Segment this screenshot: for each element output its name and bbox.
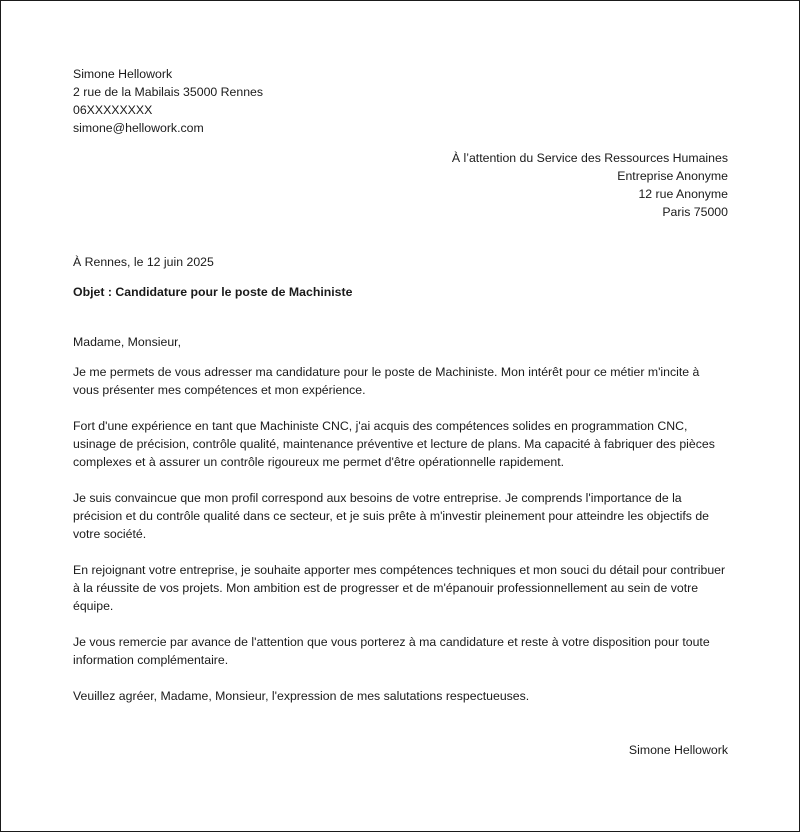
- recipient-block: [73, 149, 728, 221]
- closing-line: Veuillez agréer, Madame, Monsieur, l'expression de mes salutations respectueuses.: [73, 689, 530, 703]
- letter-body: [73, 65, 728, 759]
- sender-block: [73, 65, 728, 137]
- sender-address: 2 rue de la Mabilais 35000 Rennes: [73, 85, 264, 99]
- paragraph: Fort d'une expérience en tant que Machiniste CNC, j'ai acquis des compétences solides en programmation CNC, usinage de précision, contrôle qualité, maintenance préventive et lecture de plans. Ma capacité à fabriquer des pièces complexes et à assurer un contrôle rigoureux me permet d'être opérationnelle rapidement.: [73, 419, 715, 469]
- subject-line: Objet : Candidature pour le poste de Machiniste: [73, 285, 353, 299]
- recipient-city: Paris 75000: [662, 205, 728, 219]
- date-line: À Rennes, le 12 juin 2025: [73, 255, 214, 269]
- greeting: Madame, Monsieur,: [73, 335, 181, 349]
- signature: Simone Hellowork: [628, 743, 728, 757]
- paragraph: Je me permets de vous adresser ma candidature pour le poste de Machiniste. Mon intérêt pour ce métier m'incite à vous présenter mes compétences et mon expérience.: [73, 365, 700, 397]
- sender-name: Simone Hellowork: [73, 67, 173, 81]
- paragraph: Je suis convaincue que mon profil correspond aux besoins de votre entreprise. Je comprends l'importance de la précision et du contrôle qualité dans ce secteur, et je suis prête à m'investir pleinement pour atteindre les objectifs de votre société.: [73, 491, 709, 541]
- paragraph: Je vous remercie par avance de l'attention que vous porterez à ma candidature et reste à votre disposition pour toute information complémentaire.: [73, 635, 710, 667]
- recipient-attention: À l’attention du Service des Ressources Humaines: [451, 151, 728, 165]
- recipient-street: 12 rue Anonyme: [638, 187, 728, 201]
- sender-email: simone@hellowork.com: [73, 121, 204, 135]
- paragraph: En rejoignant votre entreprise, je souhaite apporter mes compétences techniques et mon souci du détail pour contribuer à la réussite de vos projets. Mon ambition est de progresser et de m'épanouir professionnellement au sein de votre équipe.: [73, 563, 726, 613]
- sender-phone: 06XXXXXXXX: [73, 103, 153, 117]
- recipient-company: Entreprise Anonyme: [617, 169, 728, 183]
